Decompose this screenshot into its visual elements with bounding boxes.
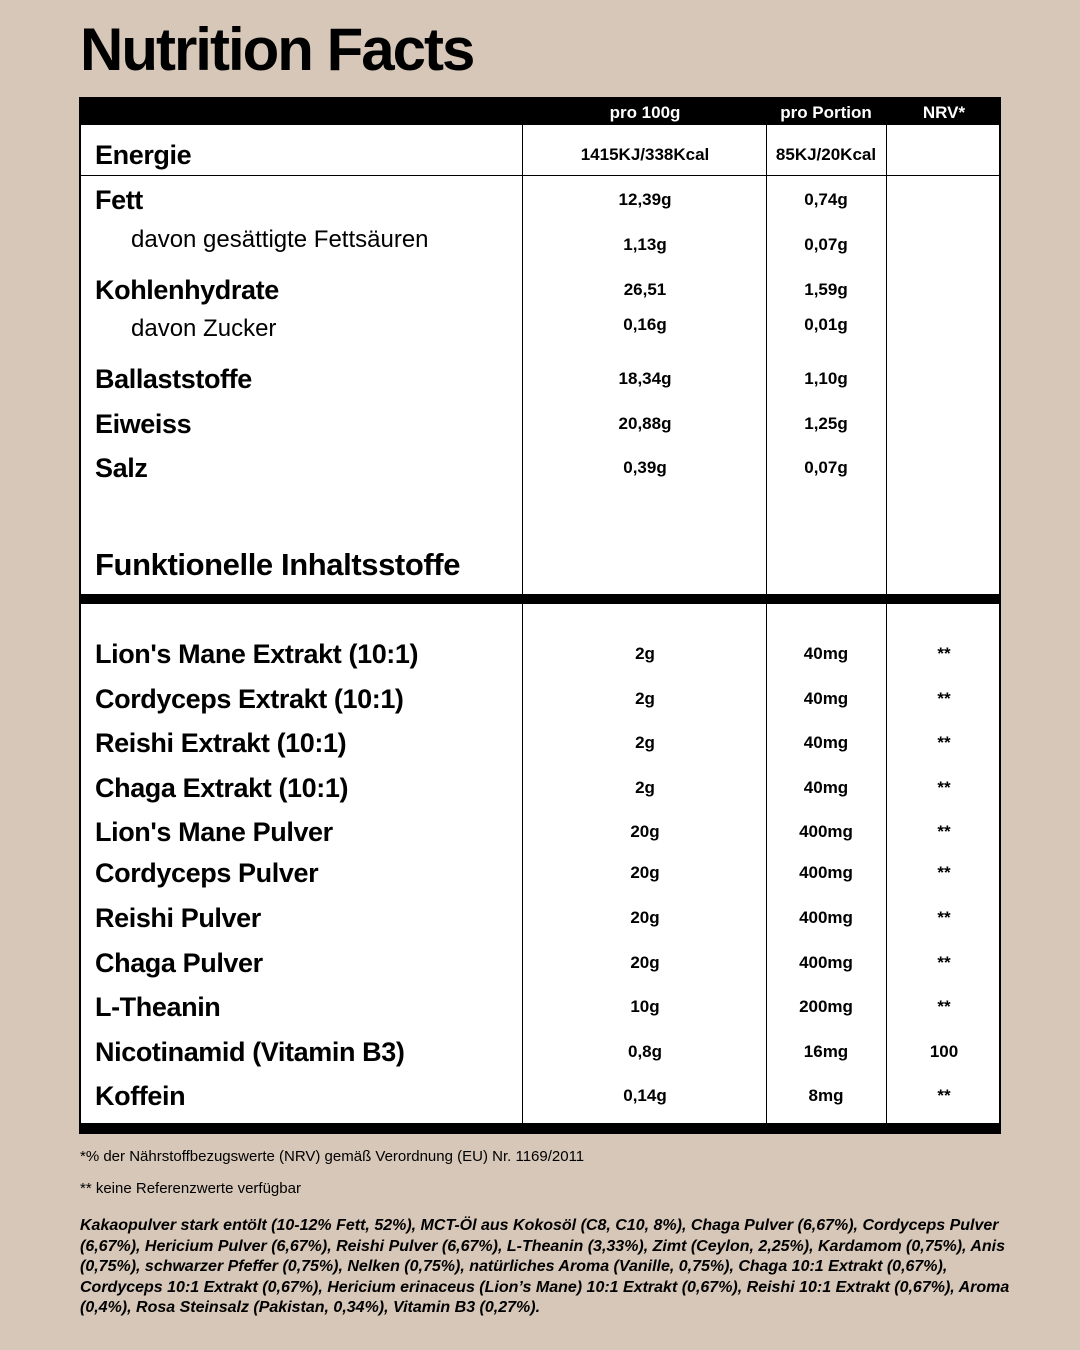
functional-nrv: **	[937, 644, 951, 663]
functional-per-100g: 2g	[635, 778, 655, 797]
functional-per-100g: 2g	[635, 689, 655, 708]
nutrient-row	[81, 270, 999, 310]
functional-per-portion: 40mg	[803, 689, 849, 708]
functional-row	[81, 943, 999, 983]
energy-divider	[81, 175, 999, 176]
functional-row	[81, 634, 999, 674]
nutrient-per-100g: 12,39g	[618, 190, 672, 209]
nutrient-label: Kohlenhydrate	[95, 275, 279, 305]
nutrient-per-100g: 1,13g	[623, 235, 667, 254]
nutrient-per-portion: 0,01g	[804, 315, 848, 334]
functional-per-100g: 10g	[630, 997, 660, 1016]
nutrient-per-100g: 0,16g	[623, 315, 667, 334]
page-title: Nutrition Facts	[80, 16, 474, 83]
nutrient-label: Salz	[95, 453, 148, 483]
functional-label: Cordyceps Extrakt (10:1)	[95, 684, 404, 714]
functional-per-portion: 400mg	[799, 822, 853, 841]
functional-heading: Funktionelle Inhaltsstoffe	[95, 547, 461, 582]
functional-label: Cordyceps Pulver	[95, 858, 319, 888]
functional-row	[81, 768, 999, 808]
functional-nrv: 100	[929, 1042, 959, 1061]
nutrient-per-portion: 1,59g	[804, 280, 848, 299]
functional-nrv: **	[937, 778, 951, 797]
functional-per-portion: 400mg	[799, 953, 853, 972]
functional-per-portion: 400mg	[799, 863, 853, 882]
nutrient-per-100g: 26,51	[623, 280, 667, 299]
functional-nrv: **	[937, 863, 951, 882]
nutrient-row	[81, 220, 999, 260]
column-header-per-100g: pro 100g	[609, 103, 681, 122]
functional-nrv: **	[937, 733, 951, 752]
nutrient-row	[81, 359, 999, 399]
functional-per-portion: 400mg	[799, 908, 853, 927]
functional-nrv: **	[937, 908, 951, 927]
functional-per-100g: 20g	[630, 863, 660, 882]
functional-label: Lion's Mane Extrakt (10:1)	[95, 639, 419, 669]
nutrient-label: davon gesättigte Fettsäuren	[131, 226, 429, 253]
functional-row	[81, 723, 999, 763]
nutrient-per-100g: 20,88g	[618, 414, 672, 433]
functional-row	[81, 987, 999, 1027]
nutrient-per-100g: 0,39g	[623, 458, 667, 477]
functional-nrv: **	[937, 1086, 951, 1105]
nutrient-per-portion: 0,07g	[804, 235, 848, 254]
nutrient-row	[81, 180, 999, 220]
functional-per-portion: 200mg	[799, 997, 853, 1016]
nutrient-row	[81, 309, 999, 349]
functional-label: Lion's Mane Pulver	[95, 817, 333, 847]
functional-label: Nicotinamid (Vitamin B3)	[95, 1037, 405, 1067]
functional-label: Reishi Extrakt (10:1)	[95, 728, 347, 758]
ingredients-list: Kakaopulver stark entölt (10-12% Fett, 52%), MCT-Öl aus Kokosöl (C8, C10, 8%), Chaga Pulver (6,67%), Cordyceps Pulver (6,67%), Hericium Pulver (6,67%), Reishi Pulver (6,67%), L-Theanin (3,33%), Zimt (Ceylon, 2,25%), Kardamom (0,75%), Anis (0,75%), schwarzer Pfeffer (0,75%), Nelken (0,75%), natürliches Aroma (Vanille, 0,75%), Chaga 10:1 Extrakt (0,67%), Cordyceps 10:1 Extrakt (0,67%), Hericium erinaceus (Lion’s Mane) 10:1 Extrakt (0,67%), Reishi 10:1 Extrakt (0,67%), Aroma (0,4%), Rosa Steinsalz (Pakistan, 0,34%), Vitamin B3 (0,27%).	[80, 1217, 1010, 1316]
table-bottom-bar	[81, 1123, 999, 1132]
nutrient-label: davon Zucker	[131, 315, 277, 342]
functional-heading-row	[81, 545, 999, 585]
nutrient-label: Ballaststoffe	[95, 364, 252, 394]
energy-per-portion: 85KJ/20Kcal	[775, 145, 877, 164]
energy-label: Energie	[95, 140, 192, 170]
functional-per-100g: 20g	[630, 908, 660, 927]
nutrient-per-portion: 0,74g	[804, 190, 848, 209]
functional-per-portion: 8mg	[808, 1086, 844, 1105]
nutrient-per-100g: 18,34g	[618, 369, 672, 388]
functional-label: Reishi Pulver	[95, 903, 261, 933]
nutrient-label: Fett	[95, 185, 143, 215]
functional-nrv: **	[937, 689, 951, 708]
functional-row	[81, 1032, 999, 1072]
nutrient-row	[81, 448, 999, 488]
energy-row	[81, 135, 999, 175]
functional-per-100g: 0,14g	[623, 1086, 667, 1105]
functional-per-portion: 16mg	[803, 1042, 849, 1061]
functional-label: Chaga Pulver	[95, 948, 263, 978]
functional-row	[81, 679, 999, 719]
functional-nrv: **	[937, 953, 951, 972]
functional-row	[81, 812, 999, 852]
functional-label: Koffein	[95, 1081, 186, 1111]
functional-per-100g: 2g	[635, 733, 655, 752]
functional-row	[81, 898, 999, 938]
functional-per-100g: 2g	[635, 644, 655, 663]
functional-per-100g: 0,8g	[627, 1042, 663, 1061]
nrv-footnote: *% der Nährstoffbezugswerte (NRV) gemäß Verordnung (EU) Nr. 1169/2011	[80, 1148, 585, 1165]
nutrient-per-portion: 1,25g	[804, 414, 848, 433]
nutrient-per-portion: 1,10g	[804, 369, 848, 388]
functional-per-portion: 40mg	[803, 733, 849, 752]
column-header-per-portion: pro Portion	[780, 103, 872, 122]
functional-per-100g: 20g	[630, 953, 660, 972]
nutrient-per-portion: 0,07g	[804, 458, 848, 477]
nutrient-row	[81, 404, 999, 444]
section-separator	[81, 594, 999, 604]
energy-per-100g: 1415KJ/338Kcal	[580, 145, 710, 164]
functional-label: Chaga Extrakt (10:1)	[95, 773, 349, 803]
functional-label: L-Theanin	[95, 992, 221, 1022]
no-reference-footnote: ** keine Referenzwerte verfügbar	[80, 1180, 301, 1197]
nutrient-label: Eiweiss	[95, 409, 192, 439]
functional-nrv: **	[937, 822, 951, 841]
functional-row	[81, 1076, 999, 1116]
functional-per-100g: 20g	[630, 822, 660, 841]
functional-row	[81, 853, 999, 893]
functional-nrv: **	[937, 997, 951, 1016]
functional-per-portion: 40mg	[803, 644, 849, 663]
column-header-nrv: NRV*	[922, 103, 966, 122]
nutrition-table	[79, 97, 1001, 1134]
functional-per-portion: 40mg	[803, 778, 849, 797]
